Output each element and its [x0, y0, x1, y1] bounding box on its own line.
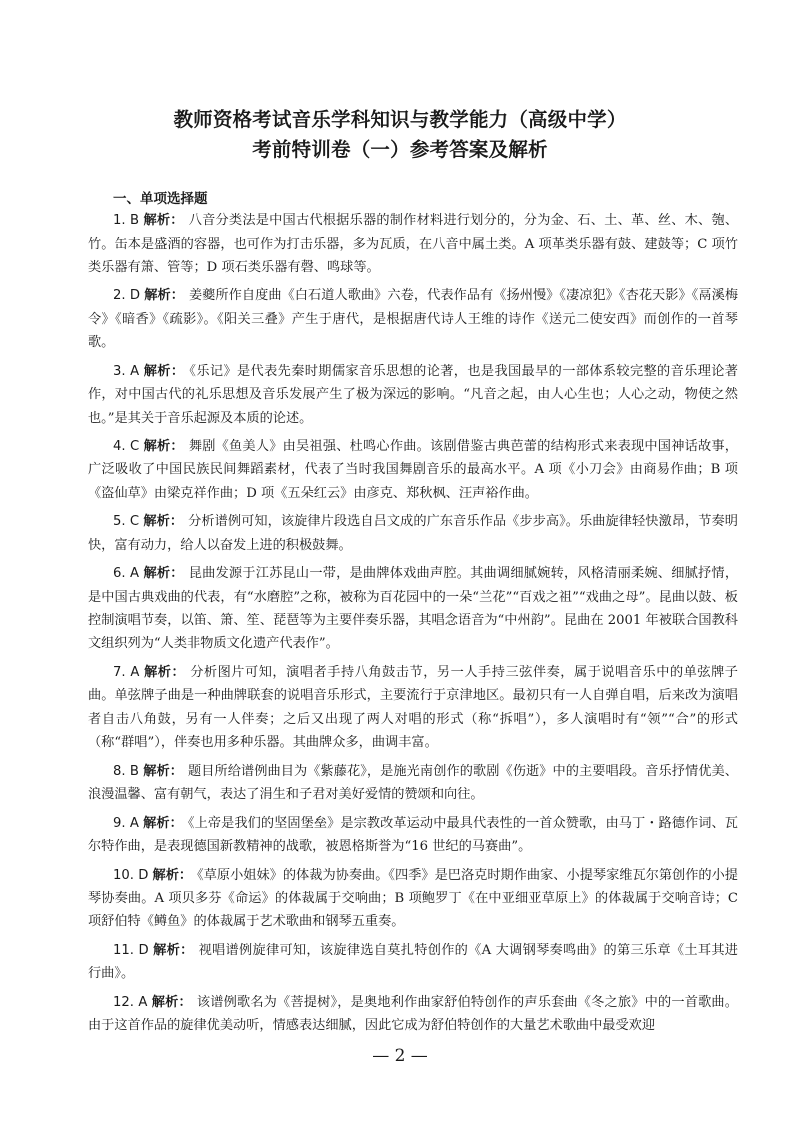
analysis-label: 解析：	[143, 213, 184, 229]
answer-item	[88, 939, 738, 986]
analysis-text: 《乐记》是代表先秦时期儒家音乐思想的论著，也是我国最早的一部体系较完整的音乐理论著作，对中国古代的礼乐思想及音乐发展产生了极为深远的影响。“凡音之起，由人心生也；人心之动，物使之然也。”是其关于音乐起源及本质的论述。	[88, 363, 738, 426]
answer-letter: B	[129, 763, 139, 779]
answer-item	[88, 209, 738, 279]
analysis-label: 解析：	[143, 514, 184, 530]
answer-letter: D	[138, 942, 149, 958]
analysis-text: 八音分类法是中国古代根据乐器的制作材料进行划分的，分为金、石、土、革、丝、木、匏、竹。缶本是盛酒的容器，也可作为打击乐器，多为瓦质，在八音中属土类。A 项革类乐器有鼓、建鼓等；C 项竹类乐器有箫、管等；D 项石类乐器有磬、鸣球等。	[88, 213, 739, 275]
question-number: 2.	[113, 288, 126, 304]
question-number: 1.	[113, 213, 126, 229]
answer-letter: C	[130, 439, 140, 455]
answer-letter: A	[138, 994, 148, 1010]
question-number: 7.	[113, 664, 126, 680]
analysis-label: 解析：	[151, 994, 192, 1010]
question-number: 10.	[113, 867, 134, 883]
analysis-label: 解析：	[143, 815, 183, 831]
analysis-text: 该谱例歌名为《菩提树》，是奥地利作曲家舒伯特创作的声乐套曲《冬之旅》中的一首歌曲。由于这首作品的旋律优美动听，情感表达细腻，因此它成为舒伯特创作的大量艺术歌曲中最受欢迎	[88, 994, 738, 1034]
question-number: 9.	[113, 815, 126, 831]
question-number: 12.	[113, 994, 134, 1010]
answer-letter: C	[129, 514, 140, 530]
answer-item	[88, 864, 738, 934]
answer-item	[88, 360, 738, 430]
analysis-label: 解析：	[144, 288, 184, 304]
analysis-text: 《草原小姐妹》的体裁为协奏曲。《四季》是巴洛克时期作曲家、小提琴家维瓦尔第创作的小提琴协奏曲。A 项贝多芬《命运》的体裁属于交响曲；B 项鲍罗丁《在中亚细亚草原上》的体裁属于交响音诗；C 项舒伯特《鳟鱼》的体裁属于艺术歌曲和钢琴五重奏。	[88, 867, 738, 930]
analysis-label: 解析：	[152, 867, 193, 883]
question-number: 11.	[113, 942, 134, 958]
analysis-label: 解析：	[143, 363, 185, 379]
analysis-text: 舞剧《鱼美人》由吴祖强、杜鸣心作曲。该剧借鉴古典芭蕾的结构形式来表现中国神话故事，广泛吸收了中国民族民间舞蹈素材，代表了当时我国舞剧音乐的最高水平。A 项《小刀会》由商易作曲；B 项《盗仙草》由梁克祥作曲；D 项《五朵红云》由彦克、郑秋枫、汪声裕作曲。	[88, 439, 738, 501]
document-title-line2: 考前特训卷（一）参考答案及解析	[252, 138, 548, 161]
analysis-label: 解析：	[143, 763, 183, 779]
analysis-text: 昆曲发源于江苏昆山一带，是曲牌体戏曲声腔。其曲调细腻婉转，风格清丽柔婉、细腻抒情，是中国古典戏曲的代表，有“水磨腔”之称，被称为百花园中的一朵“兰花”“百戏之祖”“戏曲之母”。昆曲以鼓、板控制演唱节奏，以笛、箫、笙、琵琶等为主要伴奏乐器，其唱念语音为“中州韵”。昆曲在 2001 年被联合国教科文组织列为“人类非物质文化遗产代表作”。	[88, 566, 739, 652]
analysis-label: 解析：	[144, 664, 186, 680]
answer-letter: A	[130, 363, 140, 379]
answer-item	[88, 510, 738, 557]
answer-item	[88, 991, 738, 1038]
answer-letter: A	[129, 815, 139, 831]
analysis-label: 解析：	[143, 439, 184, 455]
answer-item	[88, 435, 738, 505]
analysis-text: 视唱谱例旋律可知，该旋律选自莫扎特创作的《A 大调钢琴奏鸣曲》的第三乐章《土耳其进行曲》。	[88, 942, 738, 982]
answer-item	[88, 760, 738, 807]
question-list	[88, 204, 738, 1038]
answer-letter: D	[129, 288, 140, 304]
analysis-text: 《上帝是我们的坚固堡垒》是宗教改革运动中最具代表性的一首众赞歌，由马丁・路德作词、瓦尔特作曲，是表现德国新教精神的战歌，被恩格斯誉为“16 世纪的马赛曲”。	[88, 815, 738, 854]
analysis-text: 分析谱例可知，该旋律片段选自吕文成的广东音乐作品《步步高》。乐曲旋律轻快激昂，节奏明快，富有动力，给人以奋发上进的积极鼓舞。	[88, 514, 738, 553]
analysis-label: 解析：	[143, 566, 184, 582]
question-number: 5.	[113, 514, 126, 530]
page-number: — 2 —	[372, 1046, 428, 1066]
answer-item	[88, 812, 738, 859]
question-number: 6.	[113, 566, 126, 582]
question-number: 4.	[113, 439, 126, 455]
analysis-text: 题目所给谱例曲目为《紫藤花》，是施光南创作的歌剧《伤逝》中的主要唱段。音乐抒情优美、浪漫温馨、富有朝气，表达了涓生和子君对美好爱情的赞颂和向往。	[88, 763, 738, 803]
answer-letter: A	[130, 664, 140, 680]
section-heading: 一、单项选择题	[113, 191, 208, 207]
answer-letter: B	[130, 213, 140, 229]
document-title-line1: 教师资格考试音乐学科知识与教学能力（高级中学）	[173, 108, 627, 131]
answer-item	[88, 661, 738, 755]
answer-item	[88, 562, 738, 656]
question-number: 8.	[113, 763, 126, 779]
analysis-label: 解析：	[153, 942, 194, 958]
answer-item	[88, 284, 738, 354]
analysis-text: 姜夔所作自度曲《白石道人歌曲》六卷，代表作品有《扬州慢》《凄凉犯》《杏花天影》《鬲溪梅令》《暗香》《疏影》。《阳关三叠》产生于唐代，是根据唐代诗人王维的诗作《送元二使安西》而创作的一首琴歌。	[88, 288, 739, 351]
answer-letter: A	[130, 566, 140, 582]
question-number: 3.	[113, 363, 126, 379]
analysis-text: 分析图片可知，演唱者手持八角鼓击节，另一人手持三弦伴奏，属于说唱音乐中的单弦牌子曲。单弦牌子曲是一种曲牌联套的说唱音乐形式，主要流行于京津地区。最初只有一人自弹自唱，后来改为演唱者自击八角鼓，另有一人伴奏；之后又出现了两人对唱的形式（称“拆唱”），多人演唱时有“领”“合”的形式（称“群唱”），伴奏也用多种乐器。其曲牌众多，曲调丰富。	[88, 664, 738, 751]
answer-letter: D	[138, 867, 149, 883]
